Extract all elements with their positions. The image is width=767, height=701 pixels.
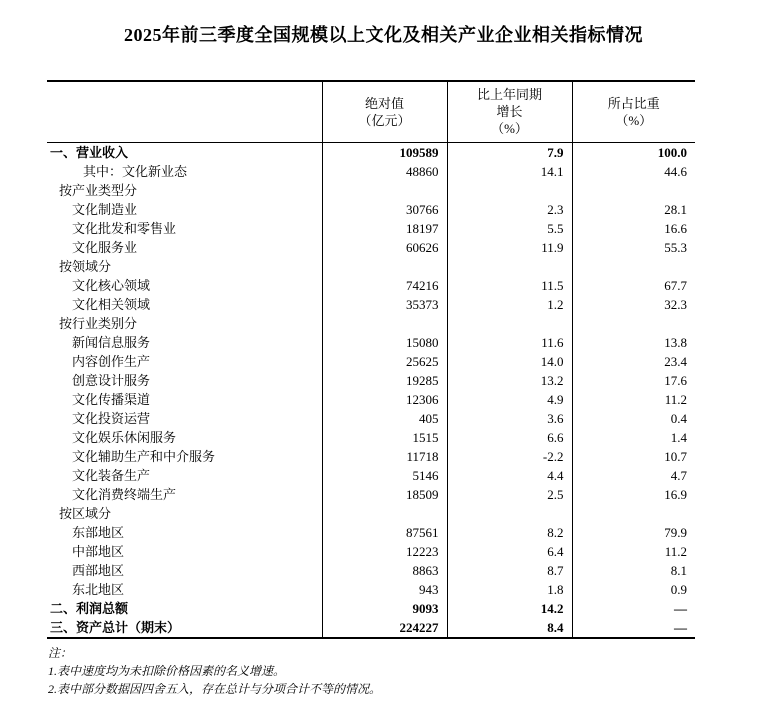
footnotes	[48, 644, 381, 698]
row-value-share	[572, 314, 695, 333]
row-value-abs: 12306	[322, 390, 447, 409]
row-value-growth	[447, 257, 572, 276]
row-value-abs: 18509	[322, 485, 447, 504]
table-row	[47, 181, 695, 200]
row-value-share: 32.3	[664, 296, 687, 312]
row-value-share: 67.7	[664, 277, 687, 293]
table-row	[47, 333, 695, 352]
header-absolute-value	[322, 81, 447, 142]
row-label: 文化辅助生产和中介服务	[47, 447, 322, 466]
row-value-abs: 405	[322, 409, 447, 428]
row-value-abs	[322, 181, 447, 200]
table-row	[47, 409, 695, 428]
table-row	[47, 257, 695, 276]
row-value-share: 13.8	[664, 334, 687, 350]
row-value-growth: 11.5	[447, 276, 572, 295]
row-value-abs: 15080	[322, 333, 447, 352]
header-absolute-value-line2: （亿元）	[358, 112, 411, 128]
row-value-growth	[447, 504, 572, 523]
table-row	[47, 542, 695, 561]
footnote-heading: 注：	[48, 646, 73, 660]
row-value-growth: 13.2	[447, 371, 572, 390]
row-value-share	[572, 504, 695, 523]
row-value-abs: 9093	[322, 599, 447, 618]
header-yoy-growth	[447, 81, 572, 142]
row-label: 文化传播渠道	[47, 390, 322, 409]
row-value-growth: 5.5	[447, 219, 572, 238]
row-value-growth: 1.2	[447, 295, 572, 314]
row-value-growth	[447, 181, 572, 200]
row-value-growth: 2.3	[447, 200, 572, 219]
row-label: 按区域分	[47, 504, 322, 523]
row-label: 东北地区	[47, 580, 322, 599]
footnote-1: 1.表中速度均为未扣除价格因素的名义增速。	[48, 664, 286, 678]
row-value-share: 44.6	[664, 163, 687, 179]
row-label: 按产业类型分	[47, 181, 322, 200]
table-row	[47, 523, 695, 542]
row-value-abs: 1515	[322, 428, 447, 447]
row-label: 新闻信息服务	[47, 333, 322, 352]
row-label: 文化核心领域	[47, 276, 322, 295]
row-value-share: 16.6	[664, 220, 687, 236]
row-value-share: —	[674, 600, 687, 616]
row-label: 文化消费终端生产	[47, 485, 322, 504]
header-yoy-growth-line3: （%）	[491, 121, 528, 137]
table-row	[47, 599, 695, 618]
row-value-share: 23.4	[664, 353, 687, 369]
table-row	[47, 618, 695, 638]
table-row	[47, 561, 695, 580]
row-label: 文化制造业	[47, 200, 322, 219]
header-share-line2: （%）	[615, 112, 653, 128]
row-value-abs: 25625	[322, 352, 447, 371]
header-yoy-growth-line2: 增长	[496, 104, 523, 120]
row-value-growth: 6.4	[447, 542, 572, 561]
row-value-growth: 14.0	[447, 352, 572, 371]
row-value-share: 28.1	[664, 201, 687, 217]
row-value-growth: 8.7	[447, 561, 572, 580]
row-value-abs: 224227	[322, 618, 447, 638]
row-value-share: 11.2	[664, 543, 687, 559]
row-label: 按行业类别分	[47, 314, 322, 333]
row-value-share: 0.4	[670, 410, 687, 426]
row-value-growth: 3.6	[447, 409, 572, 428]
row-value-abs	[322, 314, 447, 333]
row-label: 创意设计服务	[47, 371, 322, 390]
row-value-growth: 4.9	[447, 390, 572, 409]
table-row	[47, 276, 695, 295]
indicator-table	[47, 80, 695, 639]
table-row	[47, 162, 695, 181]
row-value-growth	[447, 314, 572, 333]
row-value-growth: 11.6	[447, 333, 572, 352]
row-label: 二、利润总额	[47, 599, 322, 618]
row-value-share: 55.3	[664, 239, 687, 255]
header-absolute-value-line1: 绝对值	[364, 95, 404, 111]
row-value-share: 10.7	[664, 448, 687, 464]
table-row	[47, 371, 695, 390]
table-header-row	[47, 81, 695, 142]
row-label: 中部地区	[47, 542, 322, 561]
table-row	[47, 352, 695, 371]
row-label: 文化批发和零售业	[47, 219, 322, 238]
row-value-growth: 14.1	[447, 162, 572, 181]
table-row	[47, 295, 695, 314]
row-label: 三、资产总计（期末）	[47, 618, 322, 638]
row-value-share: 79.9	[664, 524, 687, 540]
row-value-growth: 6.6	[447, 428, 572, 447]
table-row	[47, 504, 695, 523]
row-value-share	[572, 181, 695, 200]
header-yoy-growth-line1: 比上年同期	[476, 87, 542, 103]
row-value-abs: 5146	[322, 466, 447, 485]
row-value-abs: 30766	[322, 200, 447, 219]
footnote-2: 2.表中部分数据因四舍五入，存在总计与分项合计不等的情况。	[48, 682, 382, 696]
row-value-abs: 60626	[322, 238, 447, 257]
table-row	[47, 580, 695, 599]
row-value-abs: 943	[322, 580, 447, 599]
page-title: 2025年前三季度全国规模以上文化及相关产业企业相关指标情况	[124, 25, 643, 45]
table-row	[47, 238, 695, 257]
row-label: 西部地区	[47, 561, 322, 580]
row-value-abs	[322, 504, 447, 523]
row-value-share: 0.9	[670, 581, 687, 597]
row-label: 内容创作生产	[47, 352, 322, 371]
row-value-share: —	[674, 619, 687, 635]
row-label: 文化相关领域	[47, 295, 322, 314]
row-value-share	[572, 257, 695, 276]
row-value-share: 100.0	[657, 144, 687, 160]
row-value-share: 1.4	[670, 429, 687, 445]
row-label: 东部地区	[47, 523, 322, 542]
table-body	[47, 142, 695, 638]
header-share	[572, 81, 695, 142]
table-row	[47, 200, 695, 219]
row-value-growth: -2.2	[447, 447, 572, 466]
table-row	[47, 466, 695, 485]
row-value-abs: 19285	[322, 371, 447, 390]
row-label: 文化投资运营	[47, 409, 322, 428]
header-share-line1: 所占比重	[607, 95, 660, 111]
row-value-growth: 7.9	[447, 142, 572, 162]
row-value-share: 16.9	[664, 486, 687, 502]
table-row	[47, 428, 695, 447]
row-value-growth: 1.8	[447, 580, 572, 599]
row-label: 文化娱乐休闲服务	[47, 428, 322, 447]
row-value-abs: 11718	[322, 447, 447, 466]
row-value-share: 8.1	[670, 562, 687, 578]
row-value-abs: 12223	[322, 542, 447, 561]
row-value-abs: 18197	[322, 219, 447, 238]
row-value-abs: 35373	[322, 295, 447, 314]
table-row	[47, 447, 695, 466]
row-value-growth: 8.4	[447, 618, 572, 638]
row-value-growth: 11.9	[447, 238, 572, 257]
row-value-abs: 87561	[322, 523, 447, 542]
table-row	[47, 142, 695, 162]
row-label: 按领域分	[47, 257, 322, 276]
row-label: 文化装备生产	[47, 466, 322, 485]
table-row	[47, 314, 695, 333]
row-value-abs: 8863	[322, 561, 447, 580]
header-indicator	[47, 81, 322, 142]
row-value-share: 4.7	[670, 467, 687, 483]
table-row	[47, 485, 695, 504]
row-value-abs: 109589	[322, 142, 447, 162]
row-label: 一、营业收入	[47, 142, 322, 162]
row-value-abs: 48860	[322, 162, 447, 181]
row-value-abs	[322, 257, 447, 276]
row-value-share: 17.6	[664, 372, 687, 388]
row-value-growth: 14.2	[447, 599, 572, 618]
table-row	[47, 219, 695, 238]
row-label: 其中：文化新业态	[47, 162, 322, 181]
row-value-share: 11.2	[664, 391, 687, 407]
row-value-growth: 8.2	[447, 523, 572, 542]
table-row	[47, 390, 695, 409]
row-value-growth: 4.4	[447, 466, 572, 485]
row-value-abs: 74216	[322, 276, 447, 295]
row-label: 文化服务业	[47, 238, 322, 257]
row-value-growth: 2.5	[447, 485, 572, 504]
